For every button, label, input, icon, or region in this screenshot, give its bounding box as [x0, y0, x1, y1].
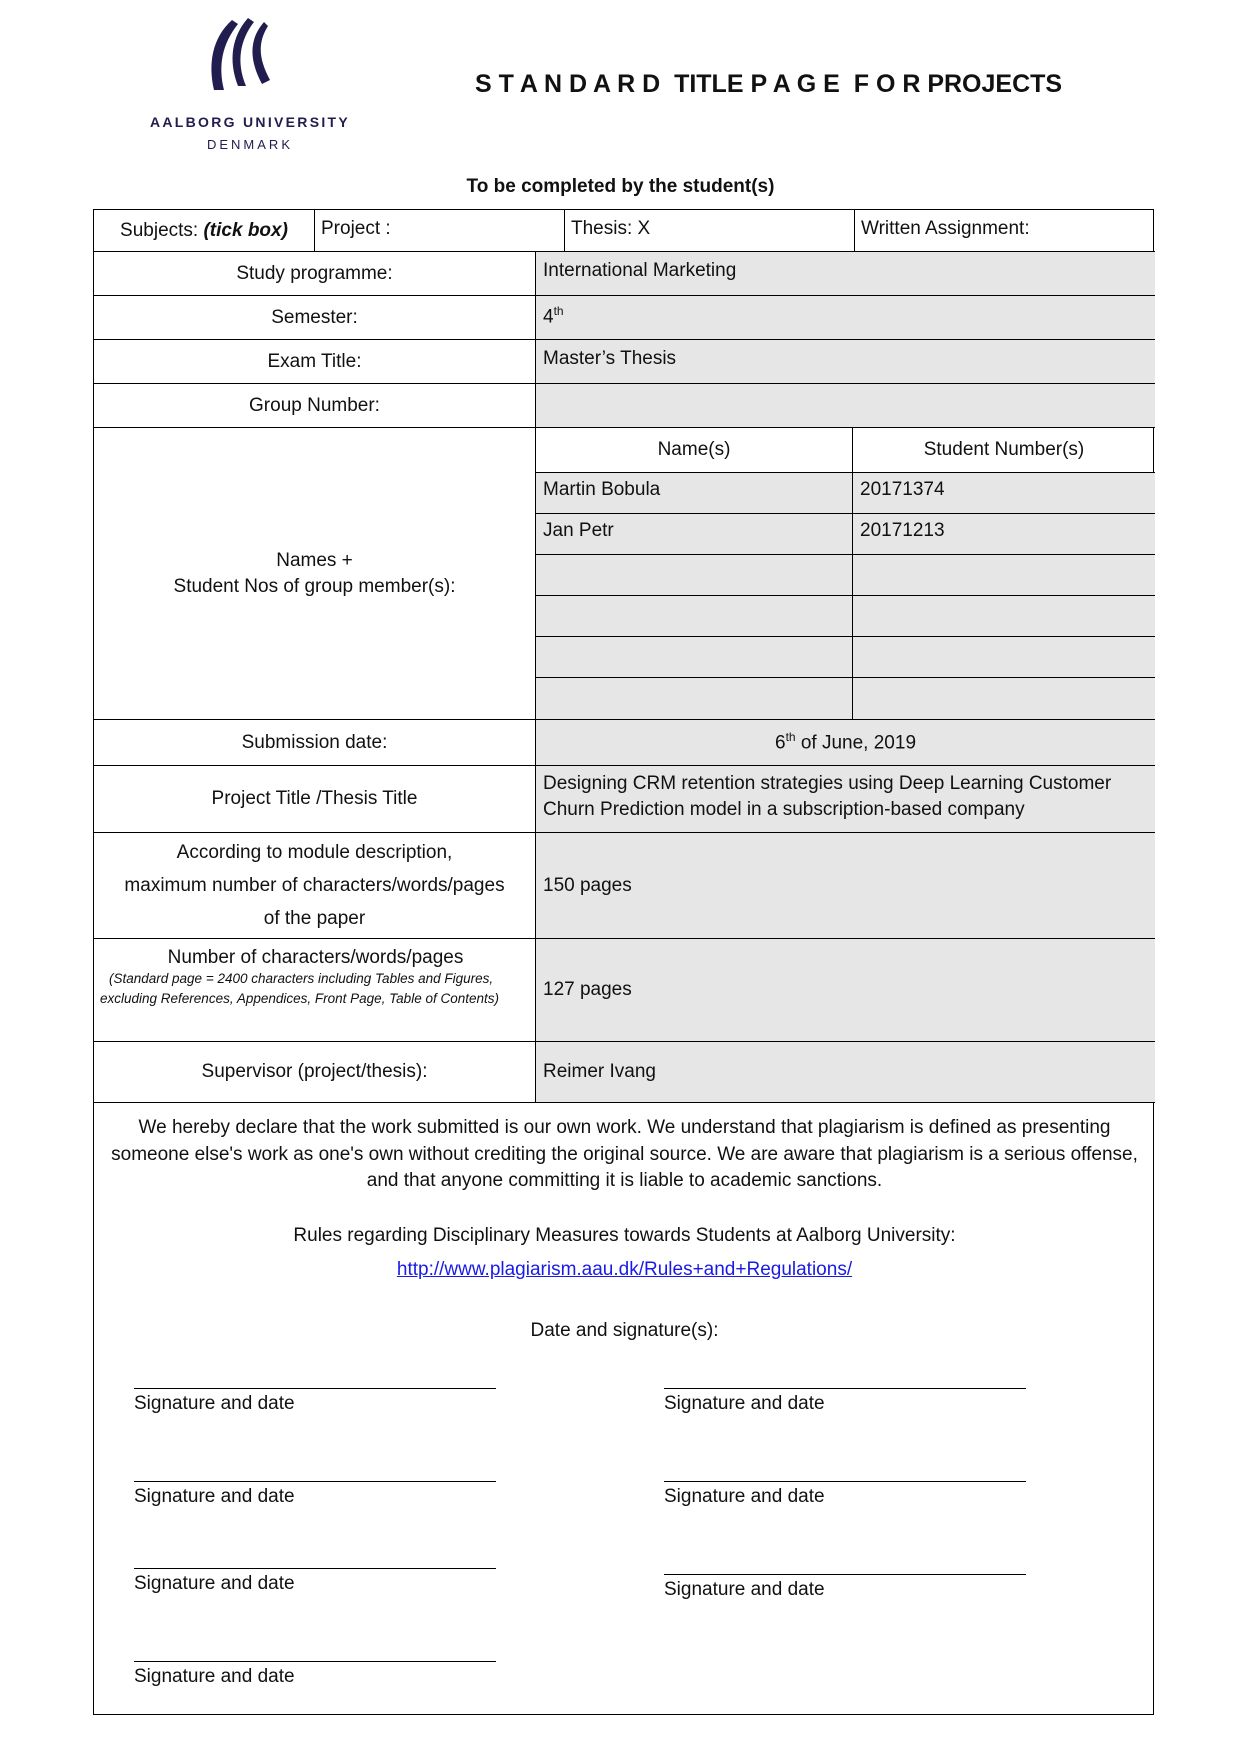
signature-label: Signature and date	[134, 1486, 295, 1507]
study-programme-field[interactable]: International Marketing	[536, 252, 1155, 295]
number-of-characters-title: Number of characters/words/pages	[167, 947, 464, 968]
signature-line[interactable]	[664, 1481, 1026, 1482]
page-subtitle: To be completed by the student(s)	[466, 176, 775, 197]
project-title-label: Project Title /Thesis Title	[211, 788, 418, 809]
semester-suffix: th	[553, 304, 564, 318]
logo-university-name: AALBORG UNIVERSITY	[149, 114, 351, 130]
max-characters-field[interactable]	[536, 833, 1155, 938]
names-label	[94, 428, 535, 719]
number-of-characters-field[interactable]	[536, 939, 1155, 1041]
subject-written-label: Written Assignment:	[861, 218, 1030, 239]
subjects-label: Subjects:	[120, 219, 204, 241]
supervisor-value: Reimer Ivang	[543, 1061, 656, 1082]
max-characters-label	[94, 833, 535, 938]
group-number-label: Group Number:	[249, 394, 380, 416]
subject-project-label: Project :	[321, 218, 391, 239]
semester-value: 4	[543, 306, 554, 328]
group-number-field[interactable]	[536, 384, 1155, 427]
student-number-field[interactable]: 20171374	[853, 473, 1155, 513]
logo-country: DENMARK	[206, 137, 293, 152]
rules-link[interactable]: http://www.plagiarism.aau.dk/Rules+and+Regulations/	[396, 1259, 853, 1280]
disciplinary-rules-text: Rules regarding Disciplinary Measures towards Students at Aalborg University:	[293, 1225, 956, 1246]
tick-box-hint: (tick box)	[203, 219, 288, 241]
max-characters-label-line2: maximum number of characters/words/pages	[124, 875, 505, 896]
semester-label: Semester:	[271, 306, 358, 328]
divider	[854, 210, 855, 251]
submission-month-year: of June, 2019	[795, 732, 917, 754]
plagiarism-declaration: We hereby declare that the work submitted is our own work. We understand that plagiarism is defined as presenting someone else's work as one's own without crediting the original source. We are aware that plagiarism is a serious offense, and that anyone committing it is liable to academic sanctions.	[111, 1117, 1138, 1191]
signature-label: Signature and date	[134, 1573, 295, 1594]
title-page-form	[93, 209, 1154, 1715]
aalborg-university-logo	[140, 14, 360, 164]
student-name-field[interactable]	[536, 637, 852, 677]
student-numbers-column-header: Student Number(s)	[923, 439, 1085, 460]
submission-date-field[interactable]	[536, 720, 1155, 765]
signature-line[interactable]	[134, 1481, 496, 1482]
student-name-field[interactable]: Jan Petr	[536, 514, 852, 554]
submission-day-suffix: th	[785, 730, 796, 745]
signature-label: Signature and date	[664, 1393, 825, 1414]
signature-label: Signature and date	[134, 1393, 295, 1414]
divider	[564, 210, 565, 251]
names-label-line2: Student Nos of group member(s):	[173, 575, 456, 597]
student-name-field[interactable]: Martin Bobula	[536, 473, 852, 513]
signature-line[interactable]	[134, 1388, 496, 1389]
exam-title-field[interactable]: Master’s Thesis	[536, 340, 1155, 383]
max-characters-value: 150 pages	[543, 874, 632, 896]
number-of-characters-label	[94, 939, 535, 1041]
divider	[852, 428, 853, 719]
student-number-field[interactable]	[853, 637, 1155, 677]
student-name-field[interactable]	[536, 596, 852, 636]
names-label-line1: Names +	[276, 549, 353, 571]
signature-line[interactable]	[664, 1388, 1026, 1389]
subject-written-checkbox[interactable]	[854, 210, 1154, 251]
subject-thesis-label: Thesis: X	[571, 218, 651, 239]
divider	[314, 210, 315, 251]
max-characters-label-line1: According to module description,	[176, 842, 453, 863]
divider	[535, 252, 536, 1102]
supervisor-label: Supervisor (project/thesis):	[201, 1061, 428, 1082]
student-number-field[interactable]: 20171213	[853, 514, 1155, 554]
page-title: S T A N D A R D TITLE P A G E F O R PROJECTS	[475, 70, 1063, 98]
student-name-field[interactable]	[536, 555, 852, 595]
max-characters-label-line3: of the paper	[263, 908, 366, 929]
student-number-field[interactable]	[853, 596, 1155, 636]
subject-project-checkbox[interactable]	[314, 210, 564, 251]
supervisor-field[interactable]	[536, 1042, 1155, 1102]
signature-line[interactable]	[134, 1568, 496, 1569]
exam-title-label: Exam Title:	[267, 350, 362, 372]
student-name-field[interactable]	[536, 678, 852, 719]
signature-line[interactable]	[134, 1661, 496, 1662]
project-title-field[interactable]: Designing CRM retention strategies using Deep Learning Customer Churn Prediction model in a subscription-based company	[536, 766, 1155, 832]
submission-day: 6	[774, 732, 786, 754]
aau-wave-emblem-icon	[202, 14, 282, 94]
subject-thesis-checkbox[interactable]	[564, 210, 854, 251]
date-and-signatures-heading: Date and signature(s):	[530, 1320, 719, 1341]
names-column-header: Name(s)	[657, 439, 731, 460]
semester-field[interactable]	[536, 296, 1155, 339]
signature-line[interactable]	[664, 1574, 1026, 1575]
number-of-characters-value: 127 pages	[543, 979, 632, 1000]
study-programme-label: Study programme:	[236, 262, 393, 284]
signature-label: Signature and date	[134, 1666, 295, 1687]
standard-page-note: (Standard page = 2400 characters including Tables and Figures, excluding References, Appendices, Front Page, Table of Contents)	[100, 971, 499, 1007]
student-number-field[interactable]	[853, 678, 1155, 719]
subjects-label-cell	[94, 210, 314, 251]
submission-date-label: Submission date:	[241, 731, 388, 753]
student-number-field[interactable]	[853, 555, 1155, 595]
signature-label: Signature and date	[664, 1486, 825, 1507]
signature-label: Signature and date	[664, 1579, 825, 1600]
divider	[94, 1102, 1155, 1103]
